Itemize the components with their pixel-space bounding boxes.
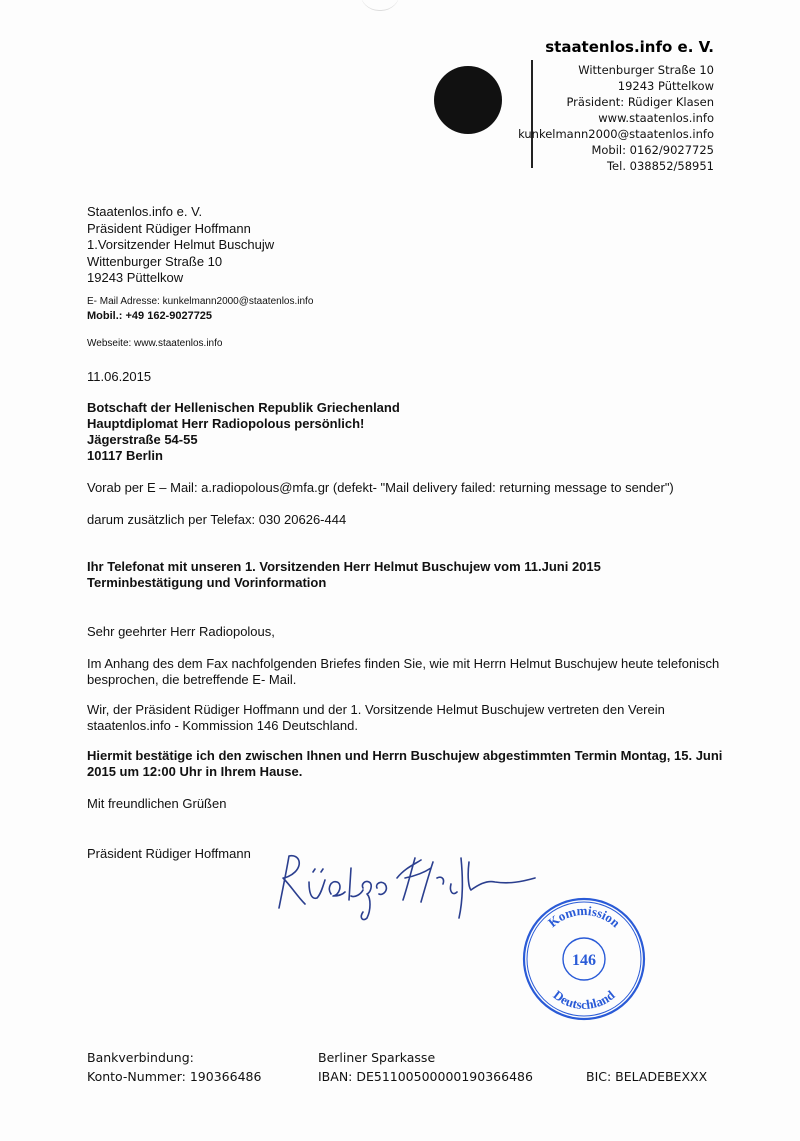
letterhead-president: Präsident: Rüdiger Klasen — [566, 95, 714, 109]
email-notice: Vorab per E – Mail: a.radiopolous@mfa.gr (defekt- "Mail delivery failed: returning message to sender") — [87, 480, 674, 495]
body-paragraph-2: Wir, der Präsident Rüdiger Hoffmann und der 1. Vorsitzende Helmut Buschujew vertreten den Verein staatenlos.info - Kommission 146 Deutschland. — [87, 702, 665, 733]
body-paragraph-3: Hiermit bestätige ich den zwischen Ihnen und Herrn Buschujew abgestimmten Termin Montag, 15. Juni 2015 um 12:00 Uhr in Ihrem Hause. — [87, 748, 723, 779]
sender-line: Präsident Rüdiger Hoffmann — [87, 220, 251, 236]
sender-address — [87, 204, 274, 287]
signer-name: Präsident Rüdiger Hoffmann — [87, 846, 251, 861]
kommission-stamp — [520, 893, 648, 1023]
sender-mobile: Mobil.: +49 162-9027725 — [87, 310, 213, 322]
footer-bank-label: Bankverbindung: — [87, 1050, 194, 1065]
letterhead — [518, 38, 714, 174]
organization-logo — [434, 66, 502, 134]
recipient-line: 10117 Berlin — [87, 448, 163, 463]
svg-text:Deutschland — [550, 987, 618, 1012]
letterhead-mobile: Mobil: 0162/9027725 — [591, 143, 714, 157]
stamp-bottom-text: Deutschland — [550, 987, 618, 1013]
sender-line: 1.Vorsitzender Helmut Buschujw — [87, 237, 275, 252]
sender-line: 19243 Püttelkow — [87, 270, 184, 285]
sender-email: E- Mail Adresse: kunkelmann2000@staatenlos.info — [87, 296, 314, 307]
subject-line — [87, 559, 601, 591]
letterhead-street: Wittenburger Straße 10 — [578, 63, 714, 77]
sender-website: Webseite: www.staatenlos.info — [87, 338, 223, 349]
letterhead-city: 19243 Püttelkow — [617, 79, 714, 93]
scan-artifact — [360, 0, 400, 11]
fax-notice: darum zusätzlich per Telefax: 030 20626-444 — [87, 512, 347, 527]
body-paragraph-1: Im Anhang des dem Fax nachfolgenden Briefes finden Sie, wie mit Herrn Helmut Buschujew heute telefonisch besprochen, die betreffende E- Mail. — [87, 656, 720, 687]
footer-bank-details — [318, 1048, 533, 1086]
footer-bank-name: Berliner Sparkasse — [318, 1050, 436, 1065]
recipient-line: Hauptdiplomat Herr Radiopolous persönlich! — [87, 416, 365, 431]
footer-bic: BIC: BELADEBEXXX — [586, 1069, 708, 1084]
sender-line: Wittenburger Straße 10 — [87, 253, 223, 269]
footer-iban: IBAN: DE51100500000190366486 — [318, 1069, 533, 1084]
letterhead-phone: Tel. 038852/58951 — [606, 159, 714, 173]
letterhead-email: kunkelmann2000@staatenlos.info — [518, 127, 714, 141]
salutation: Sehr geehrter Herr Radiopolous, — [87, 624, 275, 639]
letterhead-org-name: staatenlos.info e. V. — [545, 38, 714, 56]
stamp-number: 146 — [572, 952, 596, 969]
footer-account-number: Konto-Nummer: 190366486 — [87, 1069, 262, 1084]
footer-bank-info — [87, 1048, 261, 1086]
recipient-line: Botschaft der Hellenischen Republik Griechenland — [87, 400, 400, 415]
recipient-address — [87, 400, 400, 464]
letter-date: 11.06.2015 — [87, 369, 152, 384]
letterhead-website: www.staatenlos.info — [598, 111, 714, 125]
stamp-top-text: Kommission — [545, 902, 624, 931]
sender-line: Staatenlos.info e. V. — [87, 204, 203, 219]
subject-main: Ihr Telefonat mit unseren 1. Vorsitzenden Herr Helmut Buschujew vom 11.Juni 2015 — [87, 559, 601, 574]
subject-sub: Terminbestätigung und Vorinformation — [87, 575, 327, 590]
recipient-line: Jägerstraße 54-55 — [87, 432, 198, 447]
closing: Mit freundlichen Grüßen — [87, 796, 227, 811]
